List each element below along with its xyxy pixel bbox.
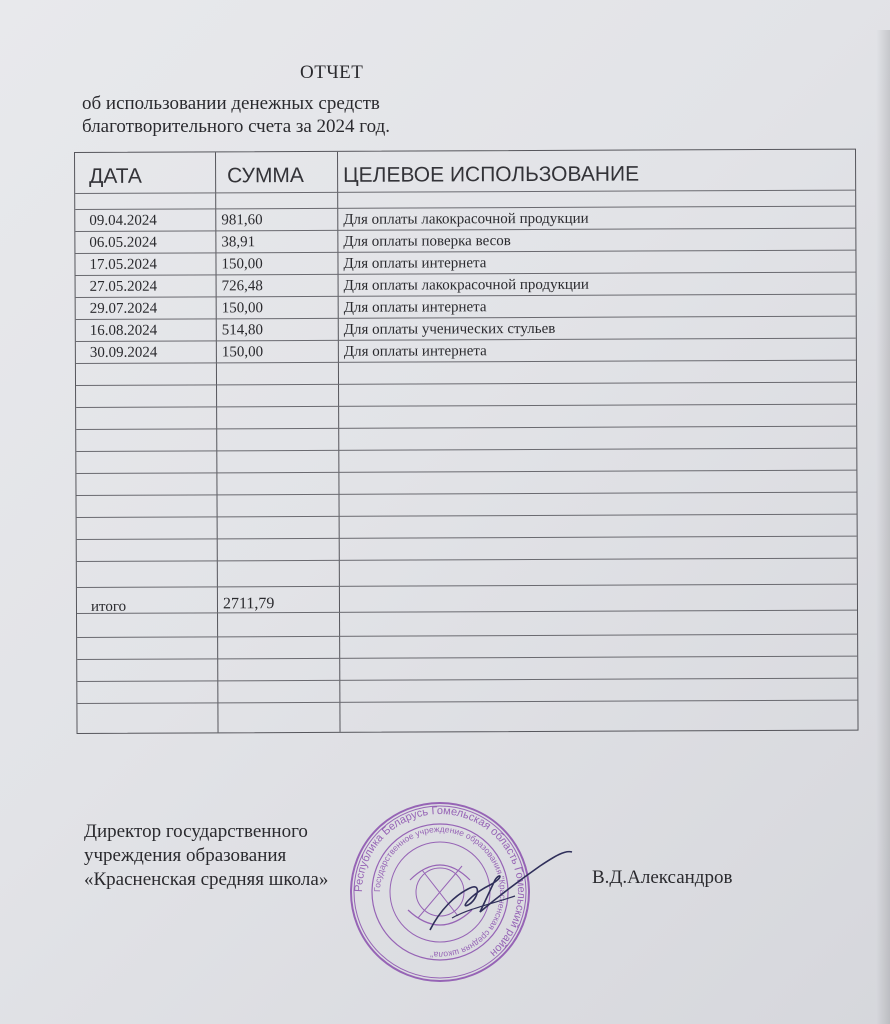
row-line (76, 272, 856, 276)
row-line (76, 382, 856, 386)
row-line (76, 338, 856, 342)
row-6-sum: 514,80 (221, 322, 264, 339)
row-line (76, 492, 856, 496)
row-5-sum: 150,00 (221, 300, 263, 317)
row-4-date: 27.05.2024 (89, 278, 158, 295)
row-4-sum: 726,48 (221, 278, 263, 295)
page-edge-shadow (876, 30, 890, 1024)
row-line (77, 700, 857, 704)
row-line (77, 584, 857, 588)
row-6-date: 16.08.2024 (89, 322, 158, 339)
row-line (75, 228, 855, 232)
row-3-date: 17.05.2024 (89, 256, 158, 273)
row-2-sum: 38,91 (221, 234, 256, 251)
row-line (75, 206, 855, 210)
row-line (77, 536, 857, 540)
signature-block (84, 820, 328, 892)
director-title-line2: учреждения образования (84, 845, 287, 866)
row-line (77, 610, 857, 614)
row-line (76, 470, 856, 474)
row-lines (75, 150, 855, 153)
total-value: 2711,79 (222, 595, 275, 613)
header-date: ДАТА (89, 164, 142, 188)
row-7-purpose: Для оплаты интернета (343, 343, 487, 360)
row-1-date: 09.04.2024 (89, 212, 157, 229)
header-sum: СУММА (227, 163, 304, 188)
row-2-purpose: Для оплаты поверка весов (343, 233, 511, 250)
row-2-date: 06.05.2024 (89, 234, 157, 251)
row-7-sum: 150,00 (221, 344, 264, 361)
row-1-purpose: Для оплаты лакокрасочной продукции (343, 210, 589, 228)
row-6-purpose: Для оплаты ученических стульев (343, 320, 556, 338)
official-seal-stamp (348, 800, 532, 984)
row-line (76, 360, 856, 364)
total-label: итого (90, 598, 127, 615)
report-subtitle-line1: об использовании денежных средств (82, 93, 380, 114)
row-line (76, 426, 856, 430)
column-divider (337, 152, 341, 732)
row-line (75, 250, 855, 254)
director-title-line3: «Красненская средняя школа» (84, 869, 329, 890)
row-3-sum: 150,00 (221, 256, 263, 273)
row-7-date: 30.09.2024 (89, 344, 158, 361)
stamp-outer-text: Республика Беларусь Гомельская область Гомельский район (352, 804, 528, 960)
report-title: ОТЧЕТ (300, 62, 364, 83)
column-divider (215, 152, 219, 732)
row-5-purpose: Для оплаты интернета (343, 299, 487, 316)
director-title-line1: Директор государственного (84, 821, 308, 842)
stamp-inner-text: Государственное учреждение образования "Красненская средняя школа" (371, 823, 509, 961)
row-line (77, 678, 857, 682)
row-3-purpose: Для оплаты интернета (343, 255, 487, 272)
row-line (77, 558, 857, 562)
row-5-date: 29.07.2024 (89, 300, 158, 317)
row-line (77, 514, 857, 518)
director-name: В.Д.Александров (592, 867, 733, 888)
row-line (76, 448, 856, 452)
row-line (76, 404, 856, 408)
row-line (76, 294, 856, 298)
report-subtitle-line2: благотворительного счета за 2024 год. (82, 116, 390, 137)
header-purpose: ЦЕЛЕВОЕ ИСПОЛЬЗОВАНИЕ (343, 162, 640, 187)
row-4-purpose: Для оплаты лакокрасочной продукции (343, 276, 589, 294)
row-line (77, 634, 857, 638)
row-1-sum: 981,60 (221, 212, 263, 229)
row-line (77, 656, 857, 660)
row-line (75, 190, 855, 194)
expense-table (74, 149, 859, 734)
row-line (76, 316, 856, 320)
